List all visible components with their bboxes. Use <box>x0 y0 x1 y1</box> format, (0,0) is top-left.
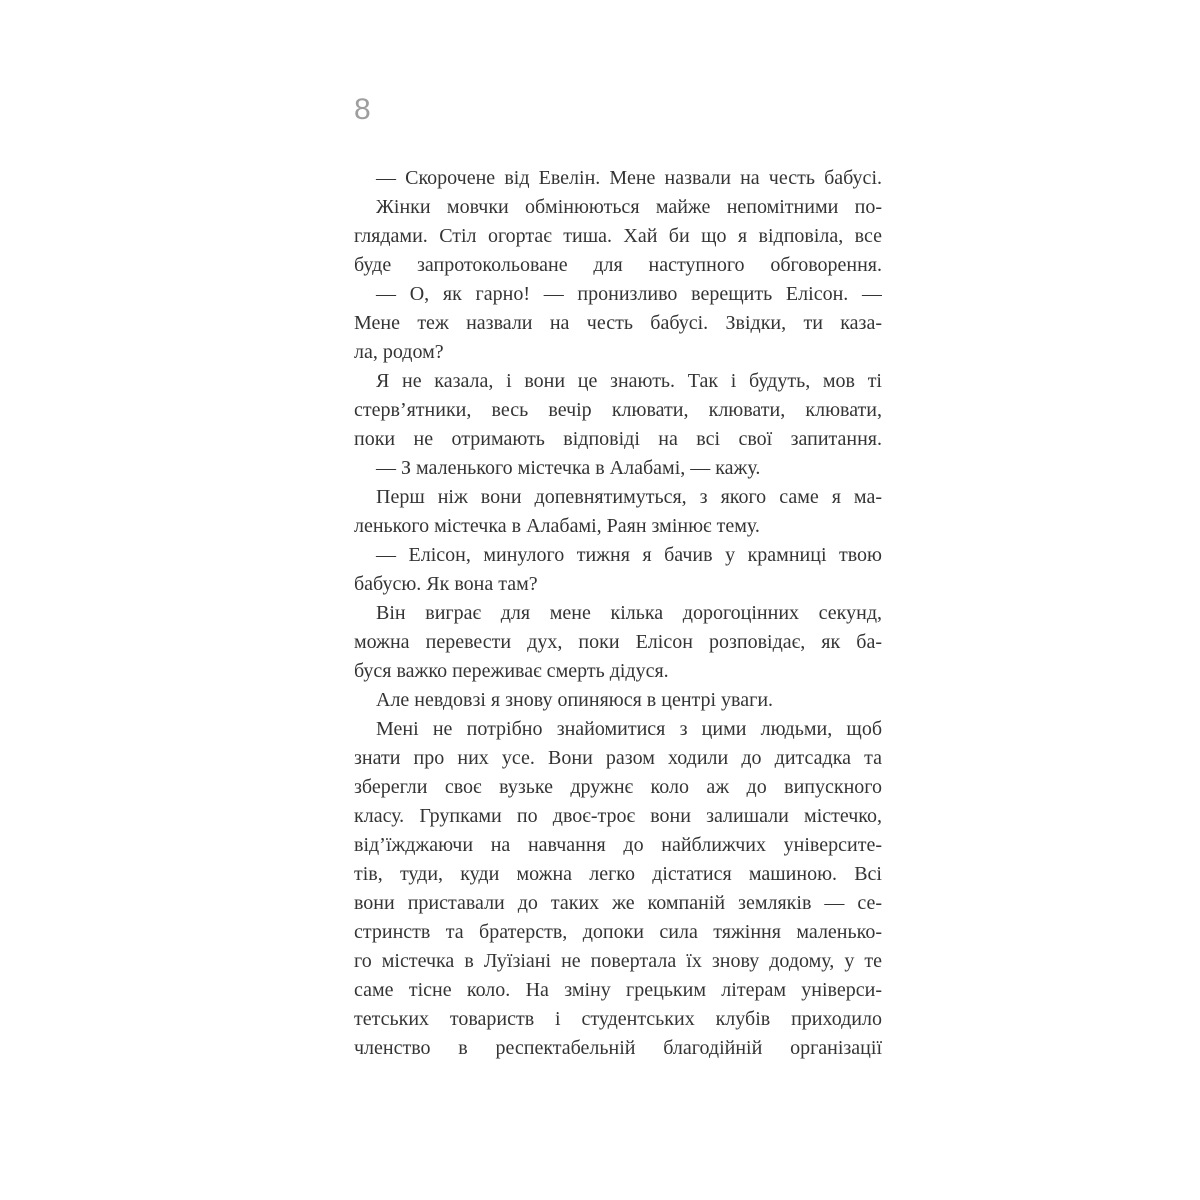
text-line: від’їжджаючи на навчання до найближчих університе- <box>354 834 882 856</box>
text-line: ла, родом? <box>354 341 444 363</box>
paragraph <box>354 164 882 193</box>
text-line: буся важко переживає смерть дідуся. <box>354 660 669 682</box>
text-line: знати про них усе. Вони разом ходили до дитсадка та <box>354 747 882 769</box>
paragraph <box>354 541 882 599</box>
paragraph <box>354 280 882 367</box>
text-line: тетських товариств і студентських клубів приходило <box>354 1008 882 1030</box>
text-line: тів, туди, куди можна легко дістатися машиною. Всі <box>354 863 882 885</box>
text-line: Жінки мовчки обмінюються майже непомітними по- <box>376 196 882 218</box>
text-line: буде запротокольоване для наступного обговорення. <box>354 254 882 276</box>
text-line: можна перевести дух, поки Елісон розповідає, як ба- <box>354 631 882 653</box>
text-line: стринств та братерств, допоки сила тяжіння маленько- <box>354 921 882 943</box>
text-line: Я не казала, і вони це знають. Так і будуть, мов ті <box>376 370 882 392</box>
paragraph <box>354 686 882 715</box>
text-line: Він виграє для мене кілька дорогоцінних секунд, <box>376 602 882 624</box>
text-line: класу. Групками по двоє-троє вони залишали містечко, <box>354 805 882 827</box>
text-line: го містечка в Луїзіані не повертала їх знову додому, у те <box>354 950 882 972</box>
text-line: Перш ніж вони допевнятимуться, з якого саме я ма- <box>376 486 882 508</box>
text-line: бабусю. Як вона там? <box>354 573 538 595</box>
text-line: Але невдовзі я знову опиняюся в центрі уваги. <box>376 689 774 711</box>
paragraph <box>354 483 882 541</box>
text-line: зберегли своє вузьке дружнє коло аж до випускного <box>354 776 882 798</box>
text-line: — З маленького містечка в Алабамі, — кажу. <box>376 457 761 479</box>
text-line: — Елісон, минулого тижня я бачив у крамниці твою <box>376 544 882 566</box>
paragraph <box>354 454 882 483</box>
text-line: Мене теж назвали на честь бабусі. Звідки, ти каза- <box>354 312 882 334</box>
text-line: — Скорочене від Евелін. Мене назвали на честь бабусі. <box>376 167 882 189</box>
text-line: стерв’ятники, весь вечір клювати, клювати, клювати, <box>354 399 882 421</box>
text-line: глядами. Стіл огортає тиша. Хай би що я відповіла, все <box>354 225 882 247</box>
paragraph <box>354 367 882 454</box>
page-text <box>354 164 882 1063</box>
text-line: ленького містечка в Алабамі, Раян змінює тему. <box>354 515 760 537</box>
text-line: вони приставали до таких же компаній земляків — се- <box>354 892 882 914</box>
paragraph <box>354 599 882 686</box>
text-line: — О, як гарно! — пронизливо верещить Елісон. — <box>376 283 882 305</box>
page-number: 8 <box>354 93 371 126</box>
text-line: поки не отримають відповіді на всі свої запитання. <box>354 428 882 450</box>
text-line: Мені не потрібно знайомитися з цими людьми, щоб <box>376 718 882 740</box>
text-line: саме тісне коло. На зміну грецьким літерам універси- <box>354 979 882 1001</box>
text-line: членство в респектабельній благодійній організації <box>354 1037 882 1059</box>
paragraph <box>354 715 882 1063</box>
paragraph <box>354 193 882 280</box>
